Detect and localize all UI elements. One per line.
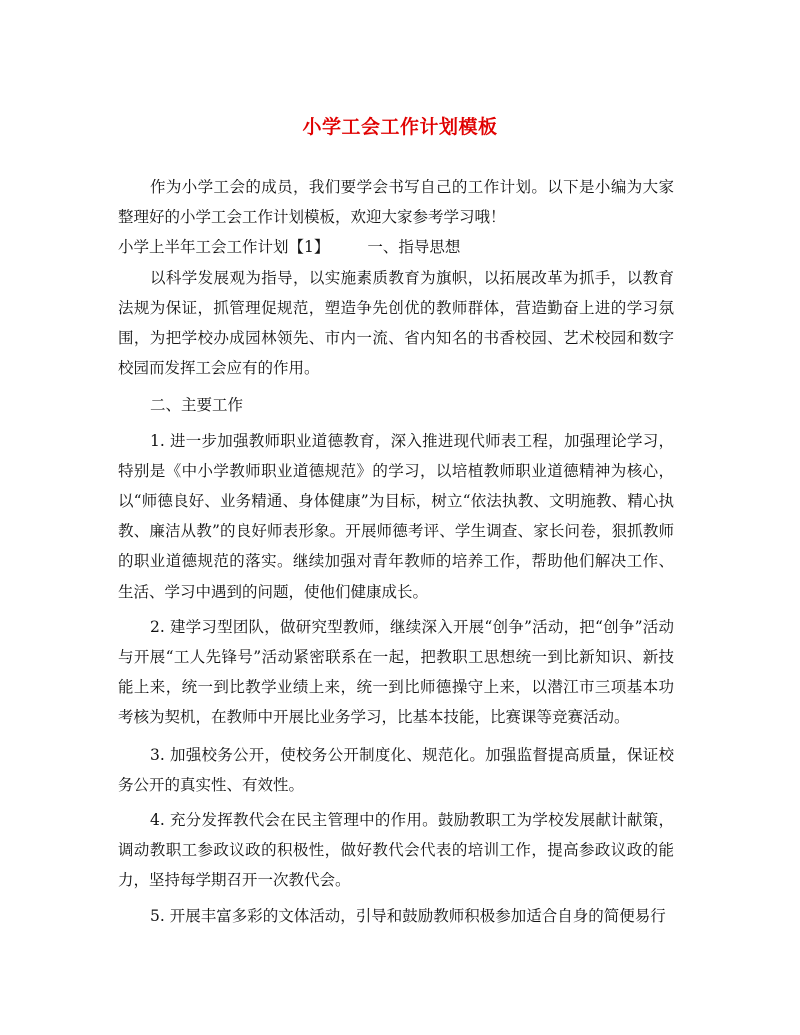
heading-guiding-ideology: 一、指导思想 xyxy=(367,238,461,257)
guiding-paragraph: 以科学发展观为指导，以实施素质教育为旗帜，以拓展改革为抓手，以教育法规为保证，抓管理促规范，塑造争先创优的教师群体，营造勤奋上进的学习氛围，为把学校办成园林领先、市内一流、省内知名的书香校园、艺术校园和数字校园而发挥工会应有的作用。 xyxy=(118,268,674,378)
work-item-3: 3. 加强校务公开，使校务公开制度化、规范化。加强监督提高质量，保证校务公开的真实性、有效性。 xyxy=(118,745,674,794)
document-body xyxy=(118,172,674,931)
document-title: 小学工会工作计划模板 xyxy=(302,116,498,138)
heading-main-work: 二、主要工作 xyxy=(150,396,244,415)
work-item-5: 5. 开展丰富多彩的文体活动，引导和鼓励教师积极参加适合自身的简便易行 xyxy=(150,906,666,925)
section-label: 小学上半年工会工作计划【1】 xyxy=(118,238,330,257)
work-item-4: 4. 充分发挥教代会在民主管理中的作用。鼓励教职工为学校发展献计献策，调动教职工参政议政的积极性，做好教代会代表的培训工作，提高参政议政的能力，坚持每学期召开一次教代会。 xyxy=(118,811,674,890)
work-item-2: 2. 建学习型团队，做研究型教师，继续深入开展“创争”活动，把“创争”活动与开展“工人先锋号”活动紧密联系在一起，把教职工思想统一到比新知识、新技能上来，统一到比教学业绩上来，统一到比师德操守上来，以潜江市三项基本功考核为契机，在教师中开展比业务学习，比基本技能，比赛课等竞赛活动。 xyxy=(118,617,674,727)
section-heading-line xyxy=(118,232,674,262)
work-item-1: 1. 进一步加强教师职业道德教育，深入推进现代师表工程，加强理论学习，特别是《中小学教师职业道德规范》的学习，以培植教师职业道德精神为核心，以“师德良好、业务精通、身体健康”为目标，树立“依法执教、文明施教、精心执教、廉洁从教”的良好师表形象。开展师德考评、学生调查、家长问卷，狠抓教师的职业道德规范的落实。继续加强对青年教师的培养工作，帮助他们解决工作、生活、学习中遇到的问题，使他们健康成长。 xyxy=(118,431,674,601)
intro-paragraph: 作为小学工会的成员，我们要学会书写自己的工作计划。以下是小编为大家整理好的小学工会工作计划模板，欢迎大家参考学习哦！ xyxy=(118,178,674,227)
